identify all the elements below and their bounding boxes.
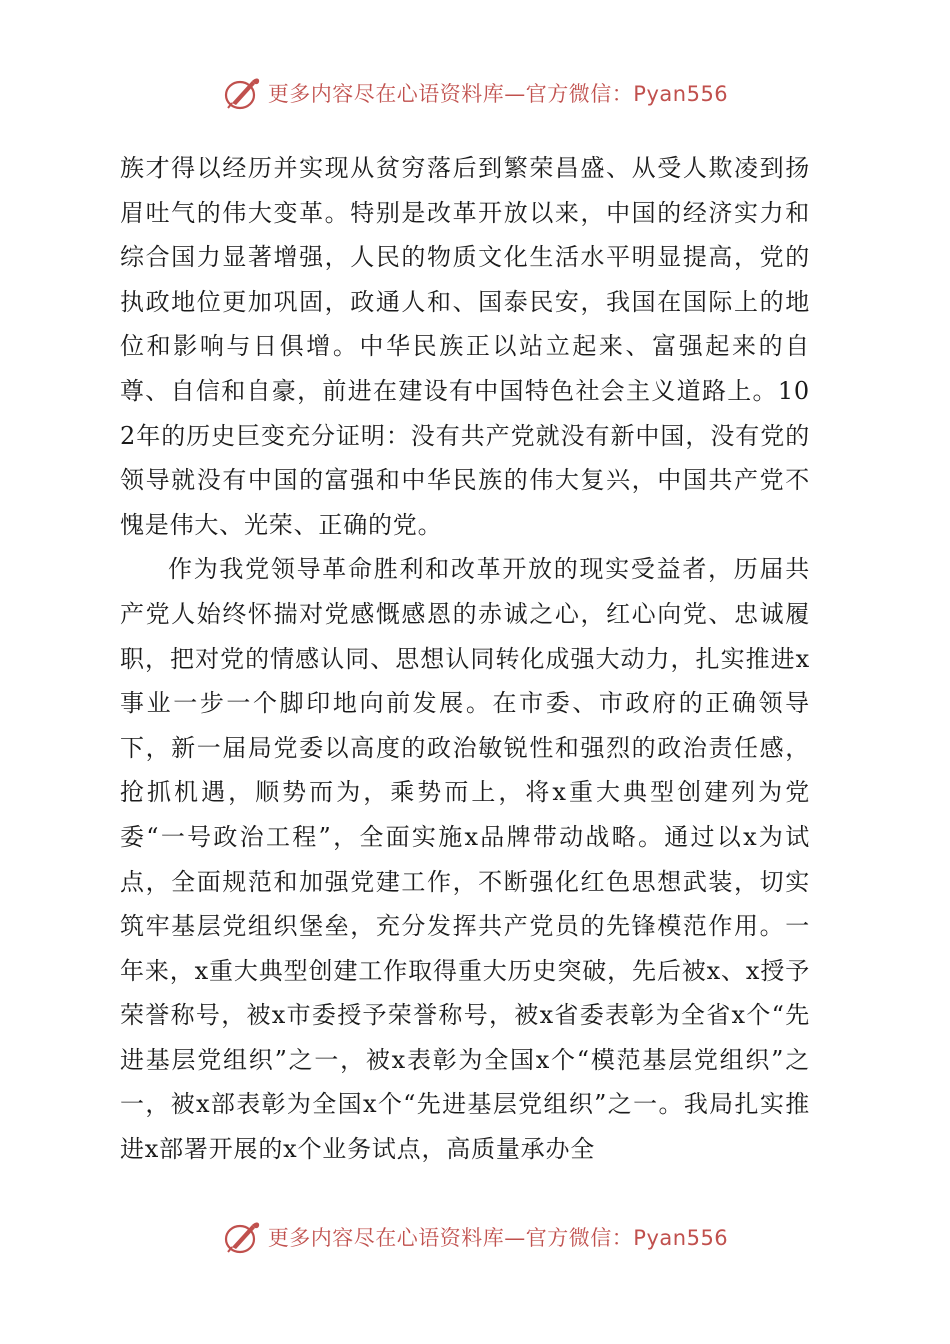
- quill-pen-logo-icon: [222, 73, 262, 113]
- footer-banner-text: 更多内容尽在心语资料库—官方微信：Pyan556: [267, 1226, 729, 1250]
- quill-pen-logo-icon: [222, 1217, 262, 1257]
- header-banner-text: 更多内容尽在心语资料库—官方微信：Pyan556: [267, 82, 729, 106]
- header-banner: [0, 70, 950, 116]
- paragraph-2: 作为我党领导革命胜利和改革开放的现实受益者，历届共产党人始终怀揣对党感慨感恩的赤诚之心，红心向党、忠诚履职，把对党的情感认同、思想认同转化成强大动力，扎实推进x事业一步一个脚印地向前发展。在市委、市政府的正确领导下，新一届局党委以高度的政治敏锐性和强烈的政治责任感，抢抓机遇，顺势而为，乘势而上，将x重大典型创建列为党委“一号政治工程”，全面实施x品牌带动战略。通过以x为试点，全面规范和加强党建工作，不断强化红色思想武装，切实筑牢基层党组织堡垒，充分发挥共产党员的先锋模范作用。一年来，x重大典型创建工作取得重大历史突破，先后被x、x授予荣誉称号，被x市委授予荣誉称号，被x省委表彰为全省x个“先进基层党组织”之一，被x表彰为全国x个“模范基层党组织”之一，被x部表彰为全国x个“先进基层党组织”之一。我局扎实推进x部署开展的x个业务试点，高质量承办全: [120, 555, 810, 1164]
- article-body: [120, 146, 810, 1172]
- paragraph-1: 族才得以经历并实现从贫穷落后到繁荣昌盛、从受人欺凌到扬眉吐气的伟大变革。特别是改革开放以来，中国的经济实力和综合国力显著增强，人民的物质文化生活水平明显提高，党的执政地位更加巩固，政通人和、国泰民安，我国在国际上的地位和影响与日俱增。中华民族正以站立起来、富强起来的自尊、自信和自豪，前进在建设有中国特色社会主义道路上。102年的历史巨变充分证明：没有共产党就没有新中国，没有党的领导就没有中国的富强和中华民族的伟大复兴，中国共产党不愧是伟大、光荣、正确的党。: [120, 154, 810, 539]
- footer-banner: [0, 1214, 950, 1260]
